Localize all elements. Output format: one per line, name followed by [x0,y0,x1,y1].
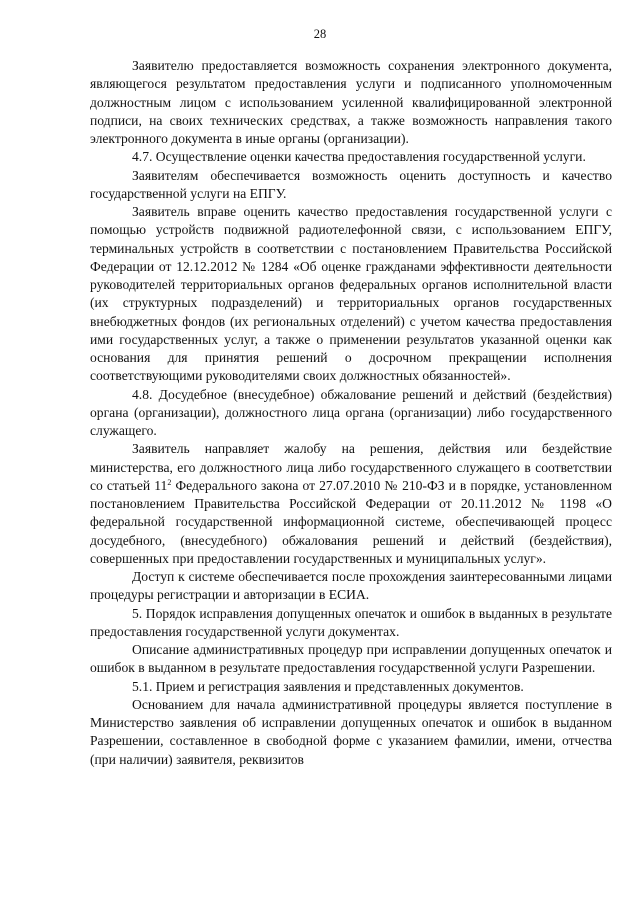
paragraph-section-4-7-heading: 4.7. Осуществление оценки качества предоставления государственной услуги. [132,149,586,165]
paragraph-section-4-8-heading: 4.8. Досудебное (внесудебное) обжалование решений и действий (бездействия) органа (организации), должностного лица органа (организации) либо государственного служащего. [90,386,612,438]
paragraph-complaint-procedure [90,440,612,568]
paragraph-section-5-1-heading: 5.1. Прием и регистрация заявления и представленных документов. [132,678,524,694]
complaint-text-before: Заявитель направляет жалобу на решения, действия или бездействие министерства, его должностного лица либо государственного служащего в соответствии со статьей 11 [90,441,612,493]
document-body [90,57,612,769]
paragraph-quality-assessment-epgu: Заявителям обеспечивается возможность оценить доступность и качество государственной услуги на ЕПГУ. [90,167,612,201]
paragraph-electronic-document: Заявителю предоставляется возможность сохранения электронного документа, являющегося результатом предоставления услуги и подписанного уполномоченным должностным лицом с использованием усиленной квалифицированной электронной подписи, на своих технических средствах, а также возможность направления такого электронного документа в иные органы (организации). [90,58,612,146]
paragraph-esia-access: Доступ к системе обеспечивается после прохождения заинтересованными лицами процедуры регистрации и авторизации в ЕСИА. [90,569,612,603]
paragraph-procedure-basis: Основанием для начала административной процедуры является поступление в Министерство заявления об исправлении допущенных опечаток и ошибок в выданном Разрешении, составленное в свободной форме с указанием фамилии, имени, отчества (при наличии) заявителя, реквизитов [90,696,612,767]
article-superscript: 2 [167,477,172,487]
page-number: 28 [313,27,327,41]
paragraph-section-5-heading: 5. Порядок исправления допущенных опечаток и ошибок в выданных в результате предоставления государственной услуги документах. [90,605,612,639]
paragraph-administrative-procedures: Описание административных процедур при исправлении допущенных опечаток и ошибок в выданном в результате предоставления государственной услуги Разрешении. [90,642,612,676]
complaint-text-after: Федерального закона от 27.07.2010 № 210-ФЗ и в порядке, установленном постановлением Правительства Российской Федерации от 20.11.2012 № 1198 «О федеральной государственной информационной системе, обеспечивающей процесс досудебного, (внесудебного) обжалования решений и действий (бездействия), совершенных при предоставлении государственных и муниципальных услуг». [90,477,612,566]
paragraph-quality-assessment-methods: Заявитель вправе оценить качество предоставления государственной услуги с помощью устройств подвижной радиотелефонной связи, с использованием ЕПГУ, терминальных устройств в соответствии с постановлением Правительства Российской Федерации от 12.12.2012 № 1284 «Об оценке гражданами эффективности деятельности руководителей территориальных органов федеральных органов исполнительной власти (их структурных подразделений) и территориальных органов государственных внебюджетных фондов (их региональных отделений) с учетом качества предоставления ими государственных услуг, а также о применении результатов указанной оценки как основания для принятия решений о досрочном прекращении исполнения соответствующими руководителями своих должностных обязанностей». [90,204,612,384]
